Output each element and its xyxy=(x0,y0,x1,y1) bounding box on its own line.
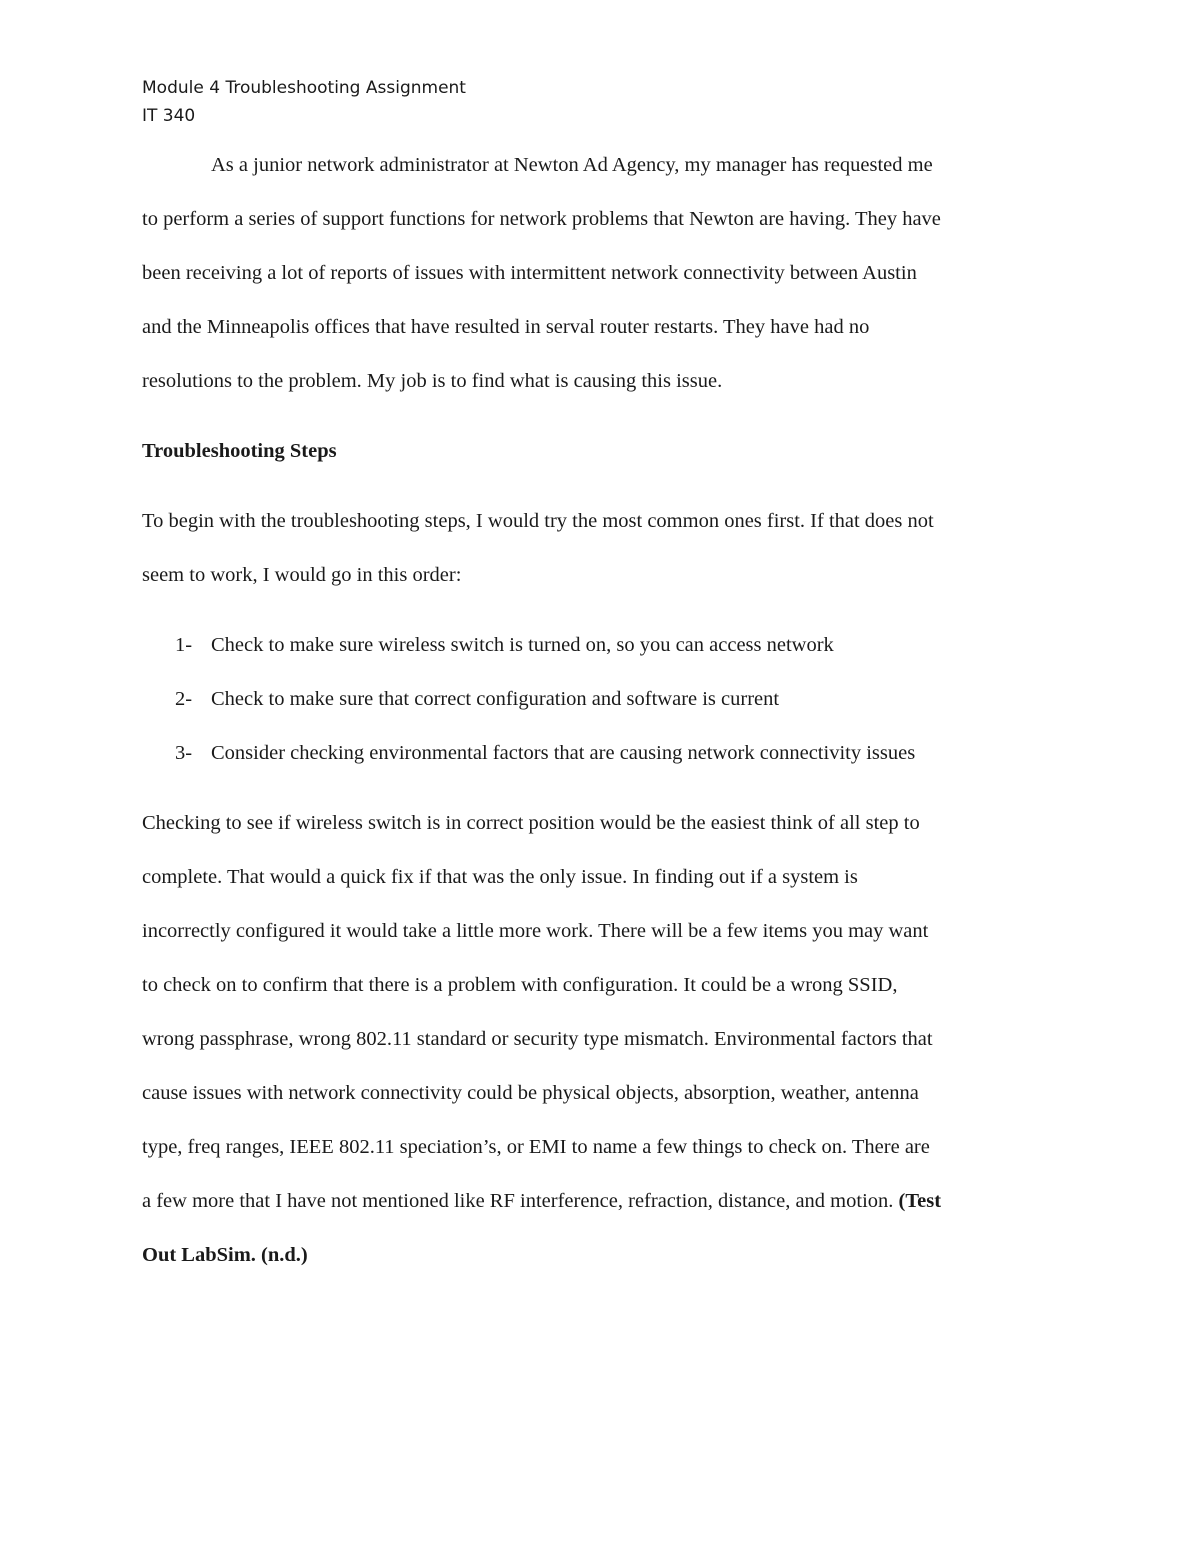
intro-line: to perform a series of support functions for network problems that Newton are having. They have xyxy=(142,208,941,230)
body-line: type, freq ranges, IEEE 802.11 speciation’s, or EMI to name a few things to check on. There are xyxy=(142,1136,930,1158)
list-item-number: 3- xyxy=(175,742,193,764)
intro-line: been receiving a lot of reports of issues with intermittent network connectivity between Austin xyxy=(142,262,917,284)
body-line: incorrectly configured it would take a little more work. There will be a few items you may want xyxy=(142,920,929,942)
citation-start: (Test xyxy=(898,1190,942,1212)
citation-end: Out LabSim. (n.d.) xyxy=(142,1244,308,1266)
intro-line: and the Minneapolis offices that have resulted in serval router restarts. They have had no xyxy=(142,316,870,338)
body-line-with-citation xyxy=(142,1186,941,1216)
body-line-text: a few more that I have not mentioned like RF interference, refraction, distance, and motion. xyxy=(142,1190,894,1212)
list-item-number: 1- xyxy=(175,634,193,656)
intro-line: As a junior network administrator at Newton Ad Agency, my manager has requested me xyxy=(211,154,933,176)
body-line: to check on to confirm that there is a problem with configuration. It could be a wrong SSID, xyxy=(142,974,898,996)
list-item: Consider checking environmental factors that are causing network connectivity issues xyxy=(211,742,916,764)
body-line: complete. That would a quick fix if that was the only issue. In finding out if a system is xyxy=(142,866,858,888)
list-item-number: 2- xyxy=(175,688,193,710)
assignment-title: Module 4 Troubleshooting Assignment xyxy=(142,78,466,98)
list-item: Check to make sure wireless switch is turned on, so you can access network xyxy=(211,634,834,656)
document-header xyxy=(142,74,466,130)
list-item: Check to make sure that correct configuration and software is current xyxy=(211,688,780,710)
body-line: cause issues with network connectivity could be physical objects, absorption, weather, antenna xyxy=(142,1082,919,1104)
body-line: wrong passphrase, wrong 802.11 standard or security type mismatch. Environmental factors that xyxy=(142,1028,933,1050)
course-code: IT 340 xyxy=(142,106,196,126)
body-line: Checking to see if wireless switch is in correct position would be the easiest think of all step to xyxy=(142,812,920,834)
lead-line: To begin with the troubleshooting steps, I would try the most common ones first. If that does not xyxy=(142,510,934,532)
section-heading: Troubleshooting Steps xyxy=(142,440,337,462)
intro-line: resolutions to the problem. My job is to find what is causing this issue. xyxy=(142,370,723,392)
lead-line: seem to work, I would go in this order: xyxy=(142,564,462,586)
